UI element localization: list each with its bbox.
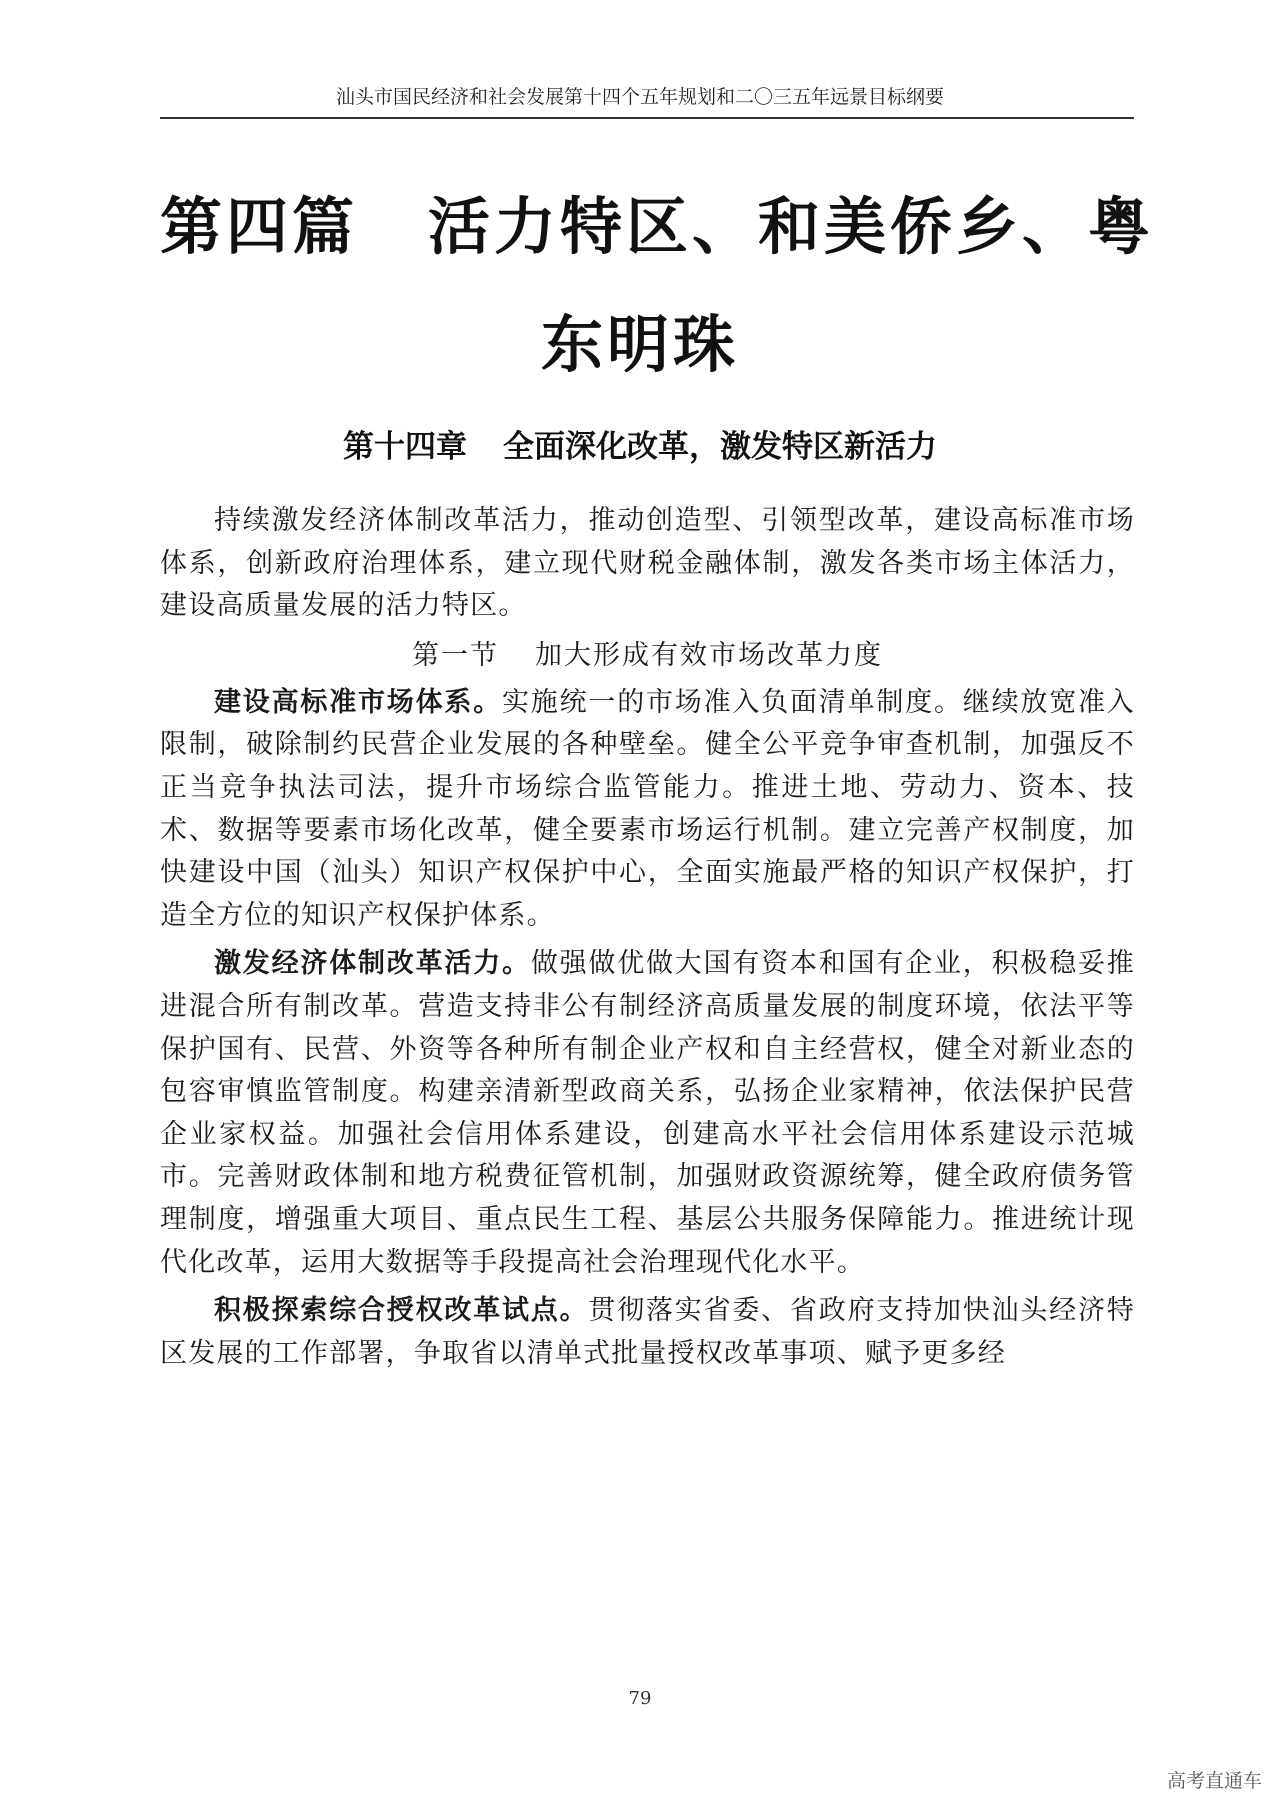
- paragraph-lead: 激发经济体制改革活力。: [214, 948, 531, 980]
- section-heading: [160, 634, 1135, 678]
- chapter-number: 第十四章: [343, 429, 467, 465]
- paragraph-text: 做强做优做大国有资本和国有企业，积极稳妥推进混合所有制改革。营造支持非公有制经济高质量发展的制度环境，依法平等保护国有、民营、外资等各种所有制企业产权和自主经营权，健全对新业态的包容审慎监管制度。构建亲清新型政商关系，弘扬企业家精神，依法保护民营企业家权益。加强社会信用体系建设，创建高水平社会信用体系建设示范城市。完善财政体制和地方税费征管机制，加强财政资源统筹，健全政府债务管理制度，增强重大项目、重点民生工程、基层公共服务保障能力。推进统计现代化改革，运用大数据等手段提高社会治理现代化水平。: [160, 948, 1136, 1278]
- watermark: 高考直通车: [1166, 1770, 1262, 1792]
- chapter-heading: [160, 425, 1120, 469]
- part-title-line2: 东明珠: [540, 308, 739, 381]
- section-number: 第一节: [412, 639, 499, 671]
- paragraph-economic-reform: [160, 943, 1135, 1284]
- page-number: 79: [628, 1688, 652, 1709]
- part-title: [160, 168, 1155, 404]
- part-title-line1: [160, 168, 1155, 286]
- part-title-text: 活力特区、和美侨乡、粤: [428, 190, 1155, 263]
- paragraph-text: 贯彻落实省委、省政府支持加快汕头经济特区发展的工作部署，争取省以清单式批量授权改革事项、赋予更多经: [160, 1295, 1135, 1369]
- chapter-title: 全面深化改革，激发特区新活力: [503, 429, 937, 465]
- part-number: 第四篇: [160, 190, 359, 263]
- section-title: 加大形成有效市场改革力度: [535, 639, 883, 671]
- intro-paragraph: 持续激发经济体制改革活力，推动创造型、引领型改革，建设高标准市场体系，创新政府治理体系，建立现代财税金融体制，激发各类市场主体活力，建设高质量发展的活力特区。: [160, 505, 1135, 622]
- header-rule: [160, 117, 1134, 119]
- paragraph-text: 实施统一的市场准入负面清单制度。继续放宽准入限制，破除制约民营企业发展的各种壁垒。健全公平竞争审查机制，加强反不正当竞争执法司法，提升市场综合监管能力。推进土地、劳动力、资本、技术、数据等要素市场化改革，健全要素市场运行机制。建立完善产权制度，加快建设中国（汕头）知识产权保护中心，全面实施最严格的知识产权保护，打造全方位的知识产权保护体系。: [160, 686, 1135, 931]
- body-text: [160, 500, 1135, 1381]
- paragraph-lead: 建设高标准市场体系。: [214, 686, 502, 718]
- paragraph-authorization-pilot: [160, 1290, 1135, 1375]
- paragraph-market-system: [160, 682, 1135, 938]
- running-header: 汕头市国民经济和社会发展第十四个五年规划和二〇三五年远景目标纲要: [335, 86, 944, 108]
- paragraph-lead: 积极探索综合授权改革试点。: [214, 1295, 589, 1327]
